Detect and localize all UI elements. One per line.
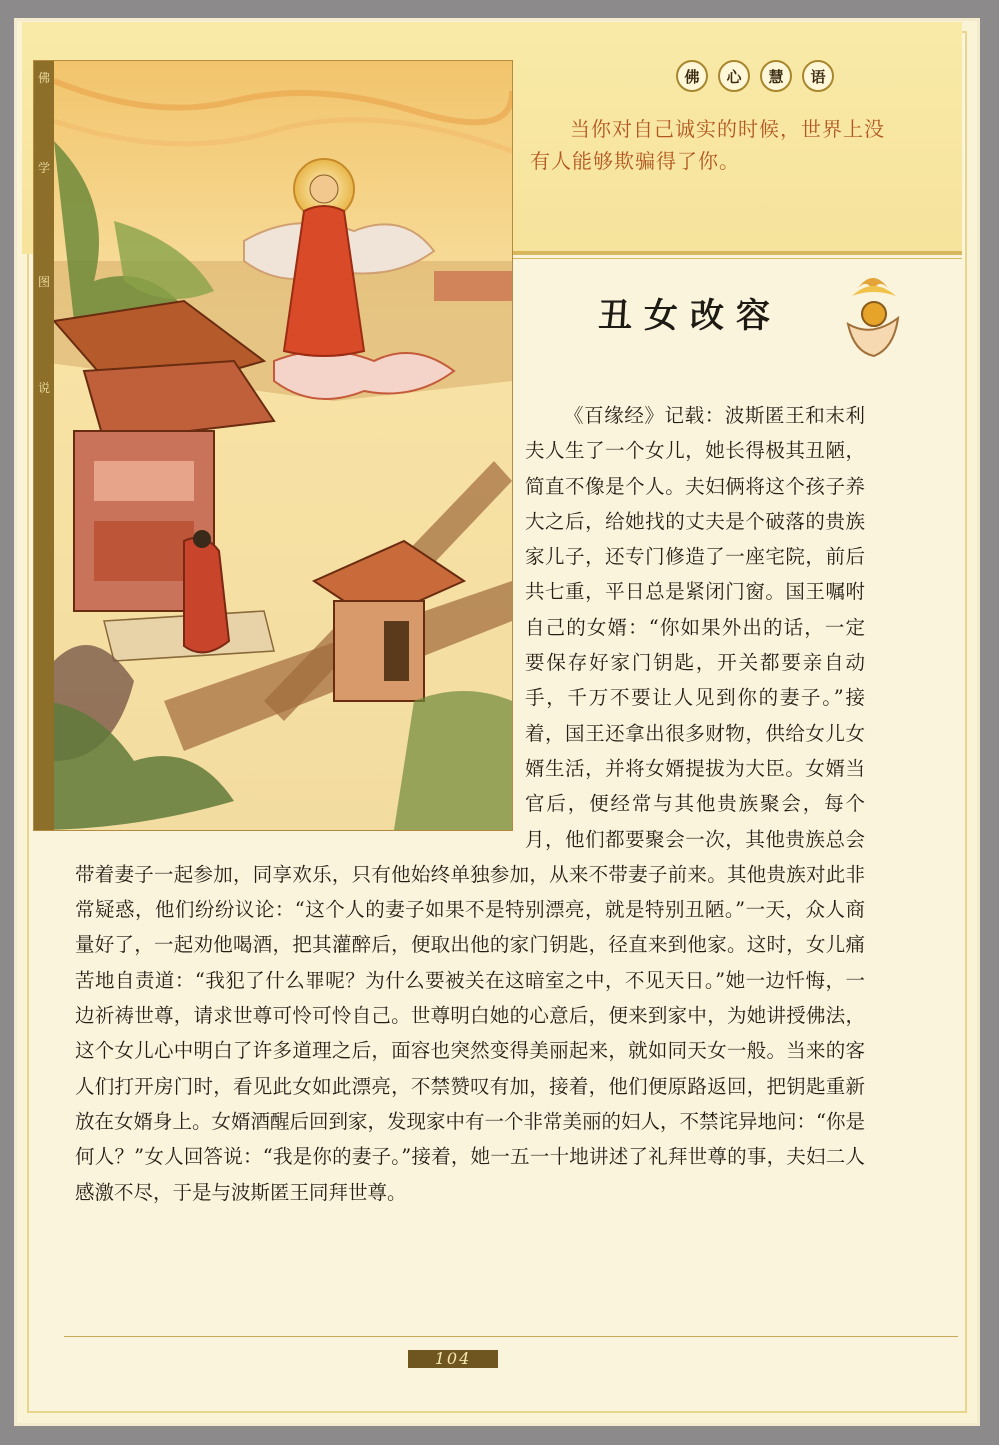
sidebar-char: 佛: [37, 71, 50, 85]
quote-title: [676, 60, 834, 94]
quote-title-char: 慧: [760, 60, 792, 92]
sidebar-strip: [34, 61, 54, 830]
divider-line: [510, 251, 962, 255]
sidebar-char: 说: [37, 381, 50, 395]
divider-line-thin: [510, 258, 962, 259]
lotus-hand-icon: [838, 268, 908, 360]
article-paragraph: 《百缘经》记载：波斯匿王和末利夫人生了一个女儿，她长得极其丑陋，简直不像是个人。夫妇俩将这个孩子养大之后，给她找的丈夫是个破落的贵族家儿子，还专门修造了一座宅院，前后共七重，平日总是紧闭门窗。国王嘱咐自己的女婿：“你如果外出的话，一定要保存好家门钥匙，开关都要亲自动手，千万不要让人见到你的妻子。”接着，国王还拿出很多财物，供给女儿女婿生活，并将女婿提拔为大臣。女婿当官后，便经常与其他贵族聚会，每个月，他们都要聚会一次，其他贵族总会带着妻子一起参加，同享欢乐，只有他始终单独参加，从来不带妻子前来。其他贵族对此非常疑惑，他们纷纷议论：“这个人的妻子如果不是特别漂亮，就是特别丑陋。”一天，众人商量好了，一起劝他喝酒，把其灌醉后，便取出他的家门钥匙，径直来到他家。这时，女儿痛苦地自责道：“我犯了什么罪呢？为什么要被关在这暗室之中，不见天日。”她一边忏悔，一边祈祷世尊，请求世尊可怜可怜自己。世尊明白她的心意后，便来到家中，为她讲授佛法，这个女儿心中明白了许多道理之后，面容也突然变得美丽起来，就如同天女一般。当来的客人们打开房门时，看见此女如此漂亮，不禁赞叹有加，接着，他们便原路返回，把钥匙重新放在女婿身上。女婿酒醒后回到家，发现家中有一个非常美丽的妇人，不禁诧异地问：“你是何人？”女人回答说：“我是你的妻子。”接着，她一五一十地讲述了礼拜世尊的事，夫妇二人感激不尽，于是与波斯匿王同拜世尊。: [75, 404, 865, 1204]
article-body: [75, 398, 865, 1210]
illustration-spacer: [75, 398, 525, 822]
quote-title-char: 心: [718, 60, 750, 92]
article-title: 丑女改容: [598, 296, 782, 336]
page-number: 104: [408, 1350, 498, 1368]
sidebar-char: 学: [37, 161, 50, 175]
quote-title-char: 语: [802, 60, 834, 92]
footer-line: [64, 1336, 958, 1337]
quote-text: 当你对自己诚实的时候，世界上没有人能够欺骗得了你。: [530, 117, 885, 173]
sidebar-char: 图: [37, 275, 50, 289]
quote-title-char: 佛: [676, 60, 708, 92]
